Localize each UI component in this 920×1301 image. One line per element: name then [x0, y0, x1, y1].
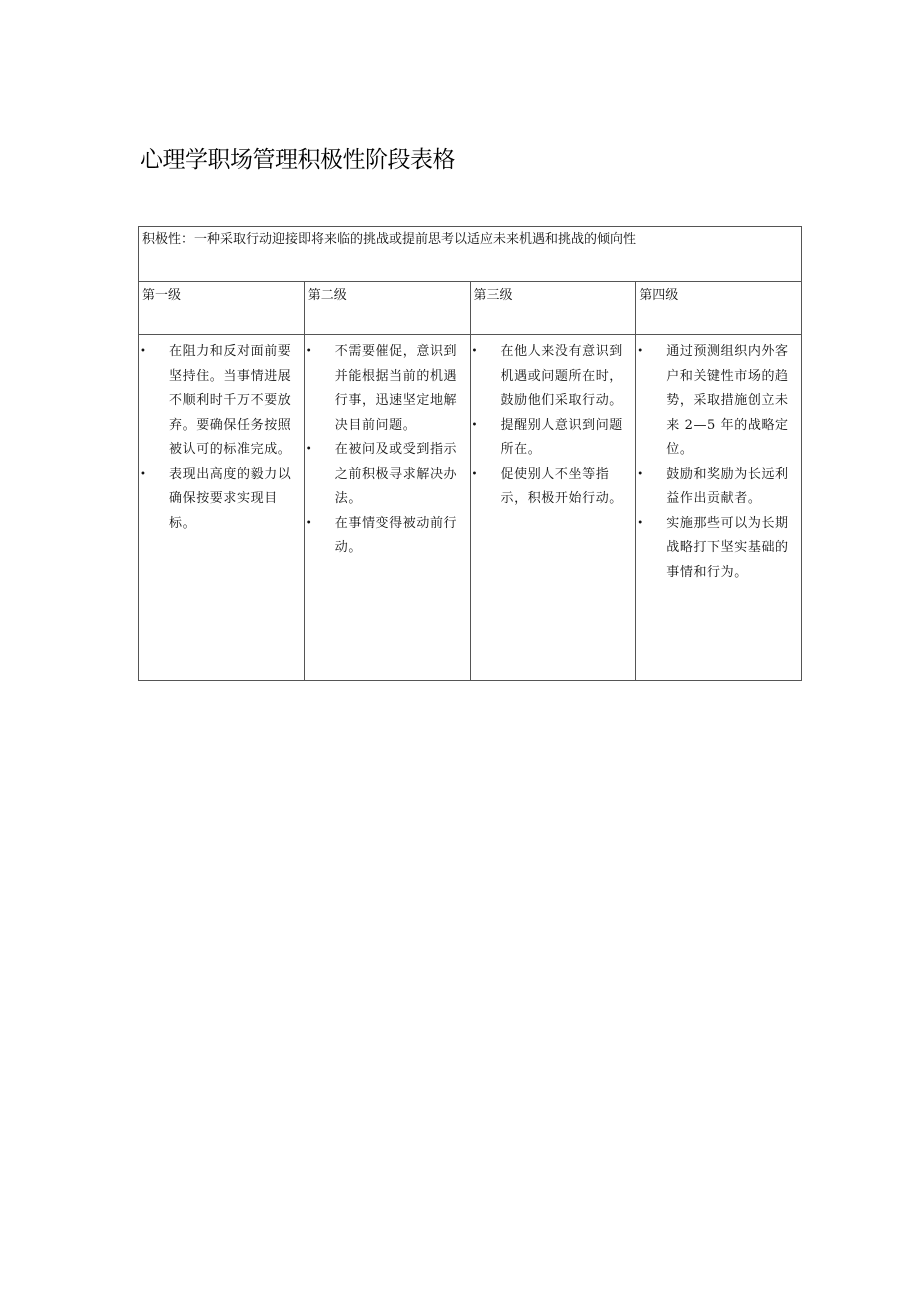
level-1-heading: 第一级	[139, 282, 305, 335]
bullet-icon: •	[637, 468, 644, 480]
bullet-icon: •	[305, 444, 313, 455]
bullet-icon: •	[140, 346, 147, 357]
list-item	[139, 340, 304, 463]
list-item-text: 实施那些可以为长期战略打下坚实基础的事情和行为。	[666, 515, 789, 580]
list-item-text: 不需要催促，意识到并能根据当前的机遇行事，迅速坚定地解决目前问题。	[334, 344, 458, 433]
list-item	[139, 463, 304, 537]
definition-cell: 积极性：一种采取行动迎接即将来临的挑战或提前思考以适应未来机遇和挑战的倾向性	[139, 227, 802, 282]
page-title: 心理学职场管理积极性阶段表格	[140, 147, 455, 173]
list-item	[636, 340, 801, 463]
list-item	[305, 438, 470, 512]
list-item-text: 在他人来没有意识到机遇或问题所在时，鼓励他们采取行动。	[500, 344, 623, 408]
bullet-icon: •	[305, 517, 313, 529]
bullet-icon: •	[305, 346, 313, 357]
list-item	[636, 512, 801, 586]
list-item-text: 促使别人不坐等指示，积极开始行动。	[500, 466, 623, 506]
list-item-text: 在事情变得被动前行动。	[334, 515, 458, 555]
bullet-icon: •	[471, 419, 478, 431]
level-4-list	[636, 340, 801, 585]
list-item-text: 通过预测组织内外客户和关键性市场的趋势，采取措施创立未来 2—5 年的战略定位。	[666, 344, 789, 457]
list-item	[471, 463, 636, 512]
level-2-heading: 第二级	[304, 282, 470, 335]
list-item-text: 表现出高度的毅力以确保按要求实现目标。	[169, 466, 292, 531]
initiative-levels-table	[138, 226, 802, 681]
level-3-heading: 第三级	[470, 282, 636, 335]
list-item	[471, 414, 636, 463]
bullet-icon: •	[471, 468, 478, 480]
level-1-list	[139, 340, 304, 536]
list-item	[305, 340, 470, 438]
level-4-description	[636, 335, 802, 681]
list-item	[636, 463, 801, 512]
level-description-row	[139, 335, 802, 681]
level-1-description	[139, 335, 305, 681]
list-item	[471, 340, 636, 414]
list-item-text: 鼓励和奖励为长远利益作出贡献者。	[666, 466, 789, 506]
bullet-icon: •	[140, 468, 147, 480]
level-2-list	[305, 340, 470, 561]
list-item-text: 在阻力和反对面前要坚持住。当事情进展不顺利时千万不要放弃。要确保任务按照被认可的标准完成。	[169, 344, 292, 457]
level-4-heading: 第四级	[636, 282, 802, 335]
definition-row	[139, 227, 802, 282]
level-3-description	[470, 335, 636, 681]
bullet-icon: •	[637, 346, 644, 357]
list-item-text: 在被问及或受到指示之前积极寻求解决办法。	[334, 442, 458, 506]
bullet-icon: •	[637, 517, 644, 529]
level-heading-row	[139, 282, 802, 335]
level-3-list	[471, 340, 636, 512]
bullet-icon: •	[471, 346, 478, 357]
list-item-text: 提醒别人意识到问题所在。	[500, 417, 623, 457]
level-2-description	[304, 335, 470, 681]
list-item	[305, 512, 470, 561]
